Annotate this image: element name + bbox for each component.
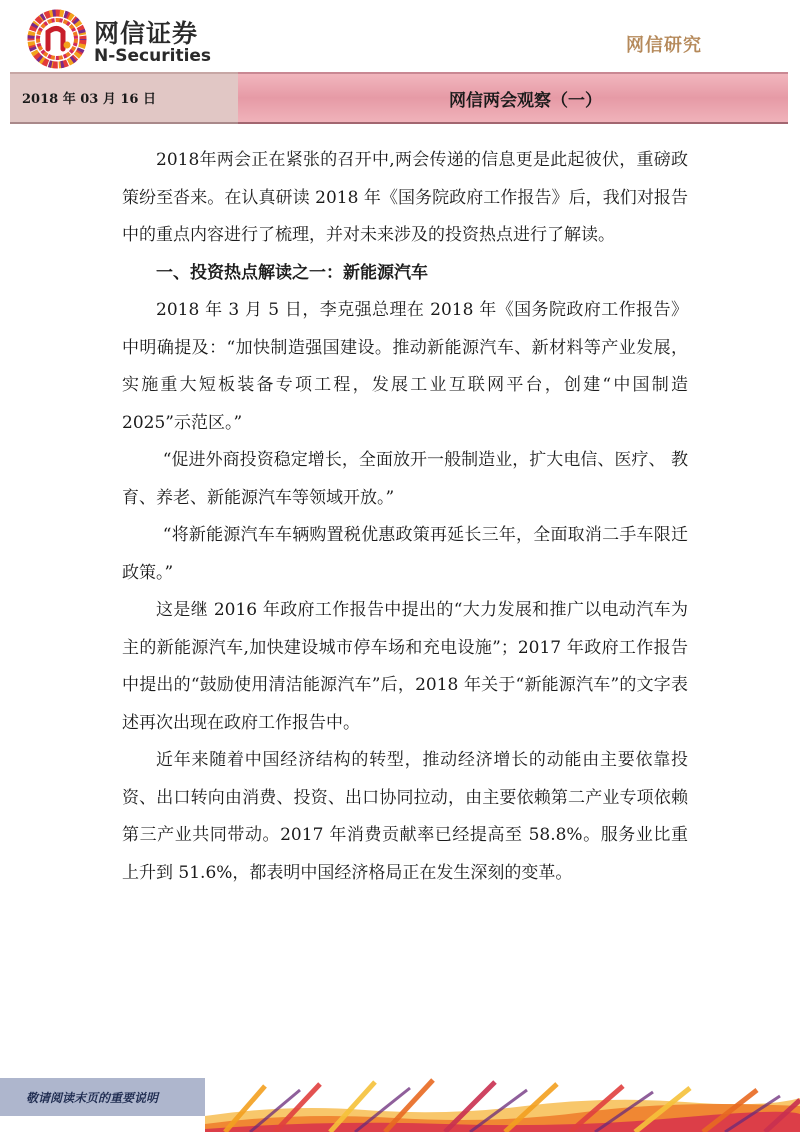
body-paragraph: 2018 年 3 月 5 日，李克强总理在 2018 年《国务院政府工作报告》中明确提及：“加快制造强国建设。推动新能源汽车、新材料等产业发展， 实施重大短板装备专项工程，发展工业互联网平台，创建“中国制造 2025”示范区。”	[122, 300, 688, 433]
n-securities-logo-icon	[26, 8, 88, 70]
intro-paragraph: 2018年两会正在紧张的召开中,两会传递的信息更是此起彼伏，重磅政策纷至沓来。在认真研读 2018 年《国务院政府工作报告》后，我们对报告中的重点内容进行了梳理，并对未来涉及的投资热点进行了解读。	[122, 150, 688, 245]
logo-english-name: N-Securities	[94, 46, 212, 66]
logo-chinese-name: 网信证券	[94, 19, 199, 48]
report-date: 2018 年 03 月 16 日	[22, 92, 156, 107]
section-heading: 一、投资热点解读之一：新能源汽车	[156, 262, 428, 283]
decorative-footer-strip	[205, 1076, 800, 1132]
research-brand-label: 网信研究	[626, 35, 702, 56]
disclaimer-note-box	[0, 1078, 205, 1116]
body-paragraph: 这是继 2016 年政府工作报告中提出的“大力发展和推广以电动汽车为主的新能源汽车,加快建设城市停车场和充电设施”；2017 年政府工作报告中提出的“鼓励使用清洁能源汽车”后，2018 年关于“新能源汽车”的文字表述再次出现在政府工作报告中。	[122, 600, 688, 733]
report-title: 网信两会观察（一）	[449, 91, 602, 111]
disclaimer-note: 敬请阅读末页的重要说明	[26, 1091, 159, 1105]
quote-paragraph: “将新能源汽车车辆购置税优惠政策再延长三年，全面取消二手车限迁政策。”	[122, 525, 688, 583]
report-body	[122, 142, 688, 892]
body-paragraph: 近年来随着中国经济结构的转型，推动经济增长的动能由主要依靠投资、出口转向由消费、投资、出口协同拉动，由主要依赖第二产业专项依赖第三产业共同带动。2017 年消费贡献率已经提高至 58.8%。服务业比重上升到 51.6%，都表明中国经济格局正在发生深刻的变革。	[122, 750, 688, 883]
company-logo	[26, 8, 226, 70]
report-header-bar	[10, 72, 788, 124]
quote-paragraph: “促进外商投资稳定增长，全面放开一般制造业，扩大电信、医疗、 教育、养老、新能源汽车等领域开放。”	[122, 450, 688, 508]
